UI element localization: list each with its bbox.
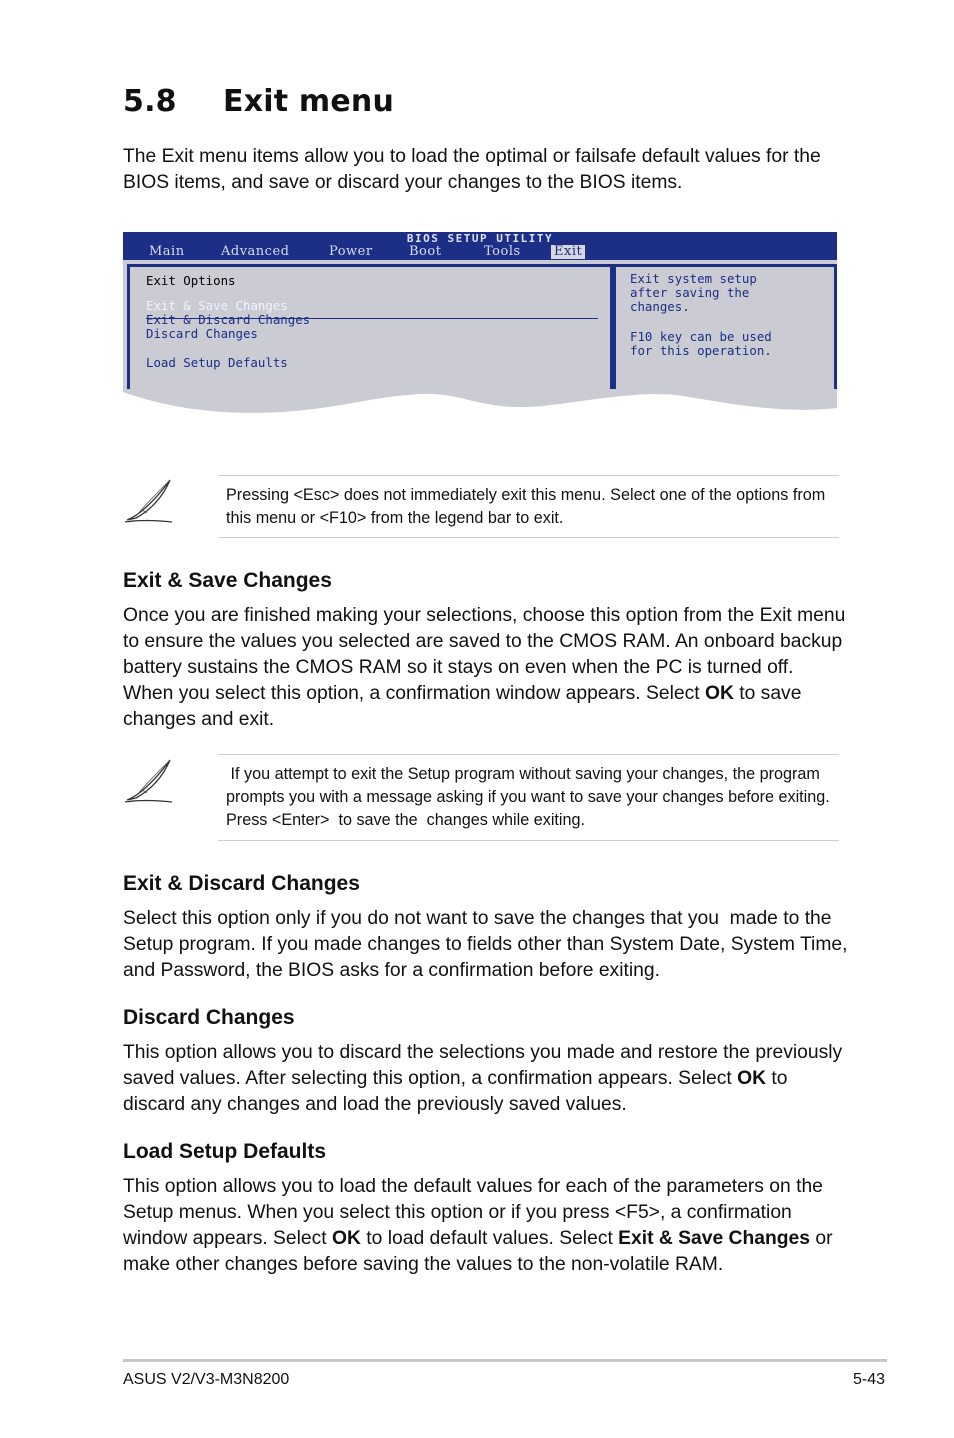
bios-tab-advanced[interactable]: Advanced bbox=[221, 244, 290, 259]
bios-help-line-3: changes. bbox=[630, 299, 690, 314]
bios-help-line-1: Exit system setup bbox=[630, 271, 757, 286]
pen-note-icon bbox=[124, 476, 176, 524]
intro-paragraph: The Exit menu items allow you to load the optimal or failsafe default values for the BIOS items, and save or discard your changes to the BIOS items. bbox=[123, 146, 821, 193]
paragraph-text: or make other changes before saving the values to the non-volatile RAM. bbox=[123, 1228, 833, 1275]
bios-item-exit-save[interactable]: Exit & Save Changes bbox=[146, 298, 288, 313]
bios-help-line-5: for this operation. bbox=[630, 343, 772, 358]
bold-exit-save: Exit & Save Changes bbox=[618, 1228, 810, 1249]
bios-tab-exit[interactable]: Exit bbox=[551, 245, 585, 259]
heading-exit-save: Exit & Save Changes bbox=[123, 569, 332, 592]
torn-edge-graphic bbox=[123, 382, 837, 422]
paragraph-load-defaults bbox=[123, 1174, 848, 1278]
bios-screenshot bbox=[123, 232, 837, 422]
paragraph-text: This option allows you to discard the selections you made and restore the previously saved values. After selecting this option, a confirmation appears. Select bbox=[123, 1042, 843, 1089]
paragraph-text: This option allows you to load the default values for each of the parameters on the Setup menus. When you select this option or if you press <F5>, a confirmation window appears. Select bbox=[123, 1176, 823, 1249]
footer-rule bbox=[123, 1359, 887, 1362]
paragraph-exit-save bbox=[123, 603, 848, 733]
note-text-esc: Pressing <Esc> does not immediately exit this menu. Select one of the options from this menu or <F10> from the legend bar to exit. bbox=[226, 486, 826, 528]
bold-ok: OK bbox=[737, 1068, 767, 1089]
heading-exit-discard: Exit & Discard Changes bbox=[123, 872, 360, 895]
footer-product: ASUS V2/V3-M3N8200 bbox=[123, 1371, 290, 1388]
bold-ok: OK bbox=[332, 1228, 361, 1249]
pen-note-icon bbox=[124, 756, 176, 804]
paragraph-text: to save changes and exit. bbox=[123, 683, 802, 730]
heading-load-defaults: Load Setup Defaults bbox=[123, 1140, 327, 1163]
note-rule-bottom bbox=[218, 537, 839, 538]
heading-discard: Discard Changes bbox=[123, 1006, 295, 1029]
bios-tab-power[interactable]: Power bbox=[329, 244, 373, 259]
bold-ok: OK bbox=[704, 683, 734, 704]
note-text-save-prompt: If you attempt to exit the Setup program without saving your changes, the program prompts you with a message asking if you want to save your changes before exiting. Press <Enter> to save the changes while exiting. bbox=[226, 765, 835, 830]
bios-help-line-4: F10 key can be used bbox=[630, 329, 772, 344]
bios-item-discard[interactable]: Discard Changes bbox=[146, 326, 258, 341]
bios-help-line-2: after saving the bbox=[630, 285, 750, 300]
section-title bbox=[123, 84, 394, 119]
bios-title: BIOS SETUP UTILITY bbox=[406, 232, 554, 245]
paragraph-text: to load default values. Select bbox=[360, 1228, 619, 1249]
note-rule-top bbox=[218, 754, 839, 755]
note-rule-top bbox=[218, 475, 839, 476]
bios-tab-main[interactable]: Main bbox=[149, 244, 185, 259]
paragraph-discard bbox=[123, 1040, 848, 1118]
note-rule-bottom bbox=[218, 840, 839, 841]
bios-tab-tools[interactable]: Tools bbox=[484, 244, 521, 259]
paragraph-text: to discard any changes and load the previously saved values. bbox=[123, 1068, 788, 1115]
footer-page-number: 5-43 bbox=[853, 1371, 886, 1388]
bios-item-exit-discard[interactable]: Exit & Discard Changes bbox=[146, 312, 311, 327]
paragraph-text: Once you are finished making your selections, choose this option from the Exit menu to ensure the values you selected are saved to the CMOS RAM. An onboard backup battery sustains the CMOS RAM so it stays on even when the PC is turned off. When you select this option, a confirmation window appears. Select bbox=[123, 605, 846, 704]
section-number: 5.8 bbox=[123, 84, 177, 119]
bios-tab-boot[interactable]: Boot bbox=[409, 244, 442, 259]
bios-panel-heading: Exit Options bbox=[146, 273, 236, 288]
bios-item-load-defaults[interactable]: Load Setup Defaults bbox=[146, 355, 288, 370]
section-name: Exit menu bbox=[223, 84, 395, 119]
paragraph-exit-discard: Select this option only if you do not want to save the changes that you made to the Setup program. If you made changes to fields other than System Date, System Time, and Password, the BIOS asks for a confirmation before exiting. bbox=[123, 908, 853, 981]
